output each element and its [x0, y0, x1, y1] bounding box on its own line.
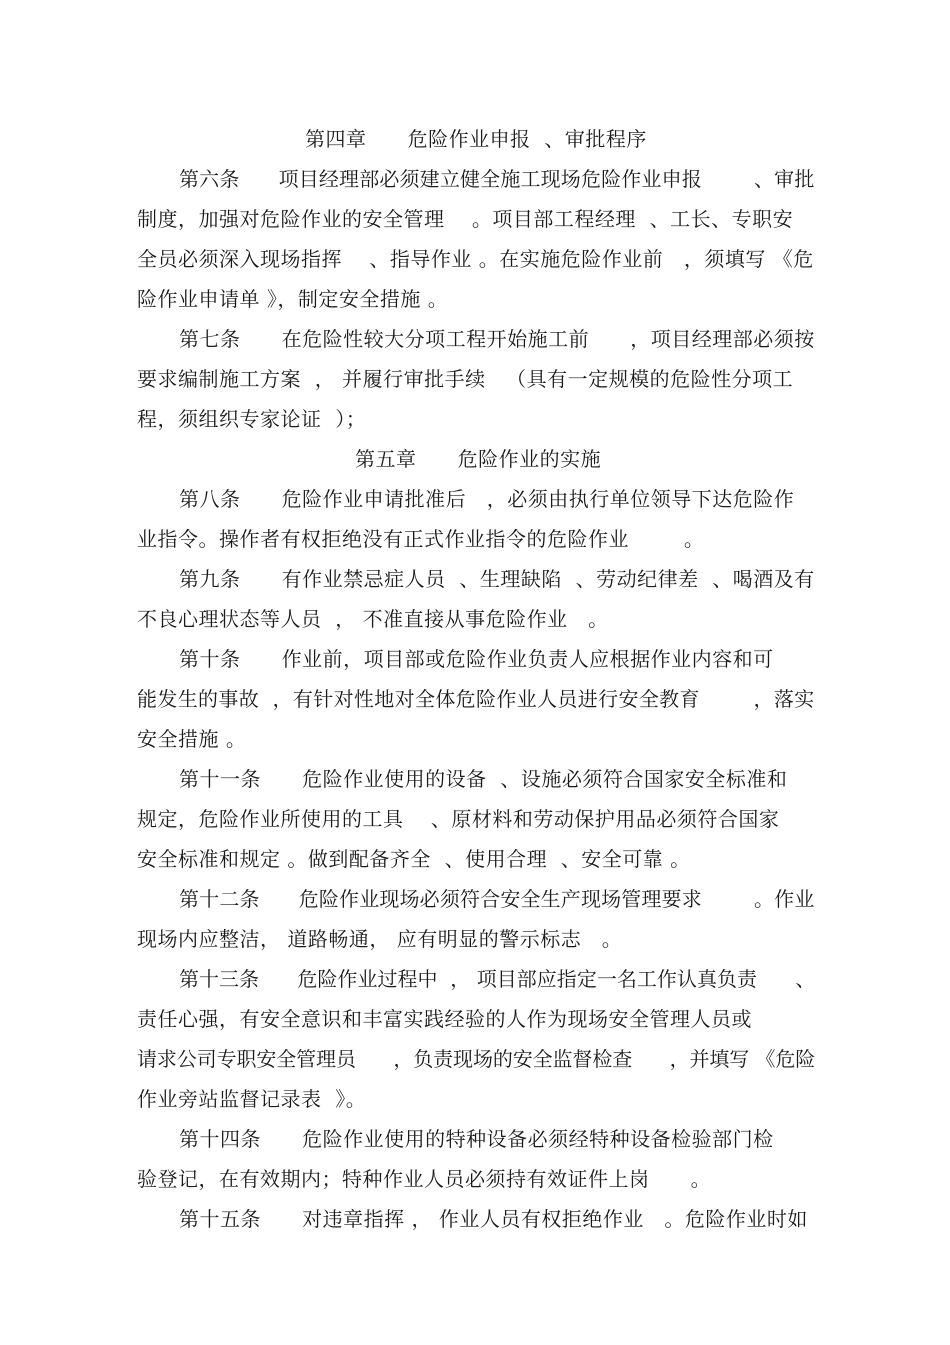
chapter-5-heading: 第五章 危险作业的实施	[355, 447, 602, 471]
article-8-line-1: 第八条 危险作业申请批准后 ，必须由执行单位领导下达危险作	[179, 487, 795, 511]
article-6-line-1: 第六条 项目经理部必须建立健全施工现场危险作业申报 、审批	[179, 167, 815, 191]
article-6-line-2: 制度，加强对危险作业的安全管理 。项目部工程经理 、工长、专职安	[137, 207, 794, 231]
article-8-line-2: 业指令。操作者有权拒绝没有正式作业指令的危险作业 。	[137, 527, 705, 551]
article-11-line-2: 规定，危险作业所使用的工具 、原材料和劳动保护用品必须符合国家	[137, 807, 780, 831]
article-13-line-2: 责任心强，有安全意识和丰富实践经验的人作为现场安全管理人员或	[137, 1007, 752, 1031]
article-7-line-2: 要求编制施工方案 ， 并履行审批手续 （具有一定规模的危险性分项工	[137, 367, 794, 391]
article-10-line-3: 安全措施 。	[137, 727, 247, 751]
article-13-line-3: 请求公司专职安全管理员 ，负责现场的安全监督检查 ，并填写 《危险	[137, 1047, 816, 1071]
article-12-line-2: 现场内应整洁， 道路畅通， 应有明显的警示标志 。	[137, 927, 623, 951]
article-11-line-1: 第十一条 危险作业使用的设备 、设施必须符合国家安全标准和	[179, 767, 788, 791]
article-13-line-4: 作业旁站监督记录表 》。	[137, 1087, 367, 1111]
article-7-line-1: 第七条 在危险性较大分项工程开始施工前 ，项目经理部必须按	[179, 327, 815, 351]
article-7-line-3: 程，须组织专家论证 ）；	[137, 407, 367, 431]
article-12-line-1: 第十二条 危险作业现场必须符合安全生产现场管理要求 。作业	[179, 887, 815, 911]
article-14-line-1: 第十四条 危险作业使用的特种设备必须经特种设备检验部门检	[179, 1127, 774, 1151]
chapter-4-heading: 第四章 危险作业申报 、审批程序	[305, 127, 647, 151]
article-9-line-2: 不良心理状态等人员 ， 不准直接从事危险作业 。	[137, 607, 609, 631]
article-6-line-4: 险作业申请单 》，制定安全措施 。	[137, 287, 449, 311]
article-13-line-1: 第十三条 危险作业过程中 ， 项目部应指定一名工作认真负责 、	[179, 967, 816, 991]
article-6-line-3: 全员必须深入现场指挥 、指导作业 。在实施危险作业前 ，须填写 《危	[137, 247, 814, 271]
article-14-line-2: 验登记，在有效期内；特种作业人员必须持有效证件上岗 。	[137, 1167, 712, 1191]
article-15-line-1: 第十五条 对违章指挥 ， 作业人员有权拒绝作业 。危险作业时如	[179, 1207, 808, 1231]
article-9-line-1: 第九条 有作业禁忌症人员 、生理缺陷 、劳动纪律差 、喝酒及有	[179, 567, 815, 591]
article-10-line-2: 能发生的事故 ，有针对性地对全体危险作业人员进行安全教育 ，落实	[137, 687, 815, 711]
article-11-line-3: 安全标准和规定 。做到配备齐全 、使用合理 、安全可靠 。	[137, 847, 691, 871]
article-10-line-1: 第十条 作业前，项目部或危险作业负责人应根据作业内容和可	[179, 647, 774, 671]
